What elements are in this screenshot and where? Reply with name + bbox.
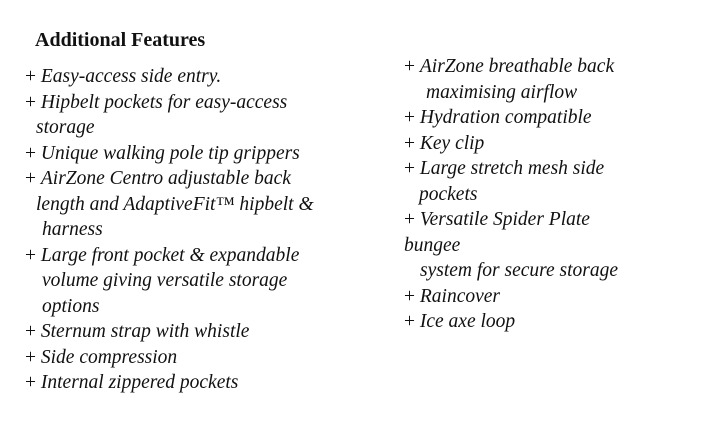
plus-marker: + [404,56,420,77]
feature-text: length and AdaptiveFit™ hipbelt & [36,193,314,215]
feature-line-continuation [25,115,314,141]
feature-text: harness [42,219,103,240]
feature-line [404,284,618,310]
feature-line [404,156,618,182]
feature-line [404,309,618,335]
feature-line [25,166,314,192]
plus-marker: + [25,168,41,189]
plus-marker: + [404,107,420,128]
feature-line-continuation [404,233,618,259]
feature-text: AirZone Centro adjustable back [40,168,291,189]
features-list-right [404,54,618,335]
plus-marker: + [25,372,41,393]
feature-line [404,105,618,131]
plus-marker: + [25,91,41,113]
feature-line-continuation [404,80,618,106]
feature-line [25,370,314,396]
feature-text: pockets [419,183,478,205]
plus-marker: + [404,158,420,179]
feature-line [25,345,314,371]
feature-text: Unique walking pole tip grippers [40,142,300,164]
feature-text: Internal zippered pockets [40,372,239,393]
feature-text: bungee [404,234,461,256]
feature-text: storage [36,117,95,138]
feature-line-continuation [25,217,314,243]
plus-marker: + [25,244,41,266]
feature-text: AirZone breathable back [419,56,615,77]
feature-text: Raincover [419,285,501,307]
feature-line-continuation [404,182,618,208]
feature-line [25,243,314,269]
feature-text: volume giving versatile storage [42,270,288,291]
plus-marker: + [404,209,420,230]
feature-line [25,141,314,167]
feature-text: Large front pocket & expandable [40,244,300,266]
feature-line-continuation [25,294,314,320]
plus-marker: + [25,346,41,368]
plus-marker: + [25,142,41,164]
plus-marker: + [25,66,41,87]
feature-text: Hydration compatible [419,107,592,128]
feature-line [404,131,618,157]
plus-marker: + [404,311,420,332]
feature-text: Side compression [40,346,178,368]
feature-line-continuation [25,192,314,218]
plus-marker: + [25,321,41,342]
feature-text: Sternum strap with whistle [40,321,250,342]
feature-line-continuation [404,258,618,284]
feature-line [25,319,314,345]
features-list-left [25,64,314,396]
feature-line [25,64,314,90]
feature-text: maximising airflow [426,81,578,103]
plus-marker: + [404,285,420,307]
feature-line [25,90,314,116]
feature-text: system for secure storage [420,260,619,281]
feature-line-continuation [25,268,314,294]
feature-text: options [42,295,100,317]
feature-text: Key clip [419,132,485,154]
feature-text: Hipbelt pockets for easy-access [40,91,288,113]
section-heading: Additional Features [35,29,206,51]
feature-line [404,54,618,80]
feature-text: Versatile Spider Plate [419,209,590,230]
feature-text: Easy-access side entry. [40,66,222,87]
feature-line [404,207,618,233]
feature-text: Large stretch mesh side [419,158,605,179]
plus-marker: + [404,132,420,154]
feature-text: Ice axe loop [419,311,516,332]
